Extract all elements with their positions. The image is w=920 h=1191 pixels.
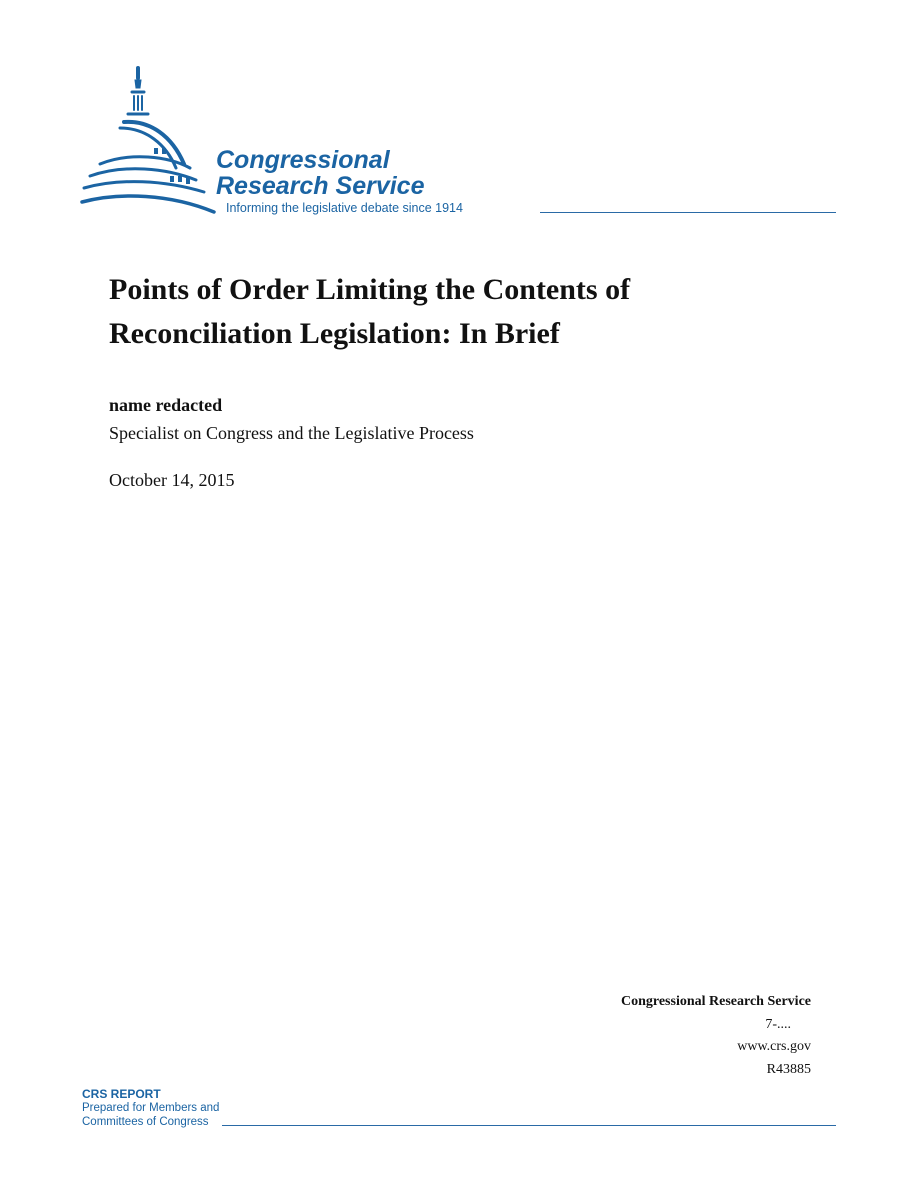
document-title-line1: Points of Order Limiting the Contents of: [109, 273, 631, 306]
footer-phone: 7-....: [765, 1016, 791, 1032]
author-name: name redacted: [109, 395, 223, 415]
logo-divider: [540, 212, 836, 213]
capitol-dome-icon: [80, 64, 220, 224]
logo-name-line2: Research Service: [216, 172, 425, 200]
report-line-2: Committees of Congress: [82, 1116, 209, 1128]
crs-logo: [80, 64, 840, 224]
report-divider: [222, 1125, 836, 1126]
crs-report-block: [82, 1087, 219, 1129]
footer-report-number: R43885: [766, 1061, 811, 1077]
footer-organization: Congressional Research Service: [620, 994, 811, 1009]
footer-info: [621, 991, 811, 1081]
logo-tagline: Informing the legislative debate since 1914: [226, 201, 463, 215]
report-label: CRS REPORT: [82, 1087, 161, 1101]
author-role: Specialist on Congress and the Legislative Process: [109, 423, 474, 443]
publication-date: October 14, 2015: [109, 470, 235, 490]
report-line-1: Prepared for Members and: [82, 1102, 220, 1114]
logo-name-line1: Congressional: [216, 146, 390, 174]
footer-website: www.crs.gov: [737, 1039, 811, 1054]
document-title: [109, 268, 809, 356]
document-title-line2: Reconciliation Legislation: In Brief: [109, 317, 560, 350]
